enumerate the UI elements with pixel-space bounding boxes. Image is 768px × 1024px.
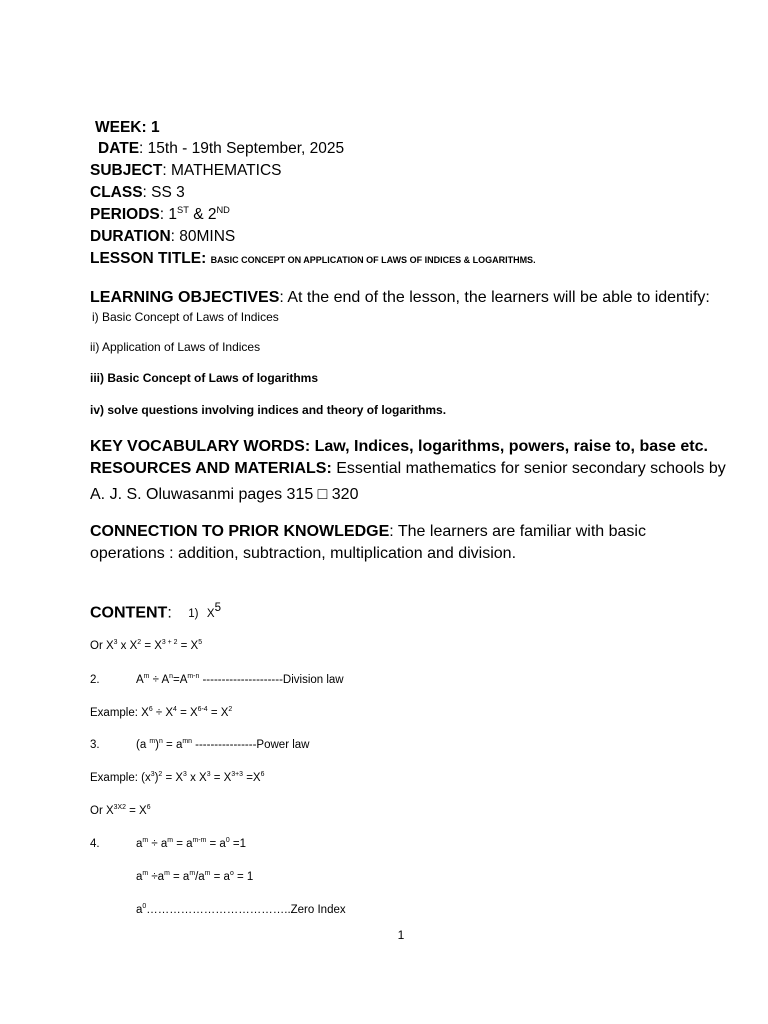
- eq-sup: 6: [260, 771, 265, 779]
- eq-text: Or X: [90, 640, 114, 652]
- periods-label: PERIODS: [90, 206, 160, 223]
- date-value: : 15th - 19th September, 2025: [139, 140, 345, 157]
- content-heading: [90, 600, 221, 624]
- lesson-title-value: BASIC CONCEPT ON APPLICATION OF LAWS OF INDICES & LOGARITHMS.: [210, 255, 536, 265]
- eq-sup: 5: [198, 639, 203, 647]
- resources-line: [90, 458, 726, 480]
- duration-value: : 80MINS: [170, 228, 236, 245]
- objectives-intro: : At the end of the lesson, the learners will be able to identify:: [279, 289, 710, 306]
- eq-text: = a: [162, 739, 183, 751]
- content-item1-num: 1): [188, 608, 199, 621]
- eq-sup: 2: [158, 771, 163, 779]
- eq-text: = X: [125, 805, 147, 817]
- periods-value: : 1: [159, 206, 177, 223]
- equation-or-3: [90, 803, 151, 819]
- resources-line1: Essential mathematics for senior secondary schools by: [331, 460, 726, 477]
- eq-text: Example: (x: [90, 772, 151, 784]
- content-item1-base: X: [206, 608, 215, 621]
- class-label: CLASS: [90, 184, 143, 201]
- eq-text: ): [154, 772, 159, 784]
- periods-mid: & 2: [188, 206, 217, 223]
- eq-sup: 6-4: [197, 706, 208, 714]
- eq-text: ÷ a: [148, 838, 168, 850]
- eq-text: A: [136, 674, 144, 686]
- eq-text: = 1: [233, 871, 254, 883]
- duration-line: [90, 227, 235, 247]
- law-number: 3.: [90, 739, 100, 751]
- eq-sup: 0: [225, 837, 230, 845]
- law-4-line-c: [136, 902, 346, 918]
- eq-text: ………………………………..Zero Index: [146, 904, 346, 916]
- objective-item: iv) solve questions involving indices and theory of logarithms.: [90, 403, 447, 417]
- objective-item: ii) Application of Laws of Indices: [90, 340, 261, 354]
- prior-knowledge-label: CONNECTION TO PRIOR KNOWLEDGE: [90, 523, 390, 540]
- content-colon: :: [167, 604, 172, 622]
- periods-line: [90, 205, 230, 225]
- page-number: 1: [397, 928, 405, 942]
- lesson-title-line: [90, 249, 536, 270]
- law-2-division: [90, 672, 344, 688]
- eq-text: ---------------------Division law: [199, 674, 344, 686]
- duration-label: DURATION: [90, 228, 171, 245]
- eq-sup: m: [149, 738, 156, 746]
- eq-sup: 0: [142, 903, 147, 911]
- eq-sup: 3: [206, 771, 211, 779]
- eq-sup: 3: [150, 771, 155, 779]
- content-item1-sup: 5: [214, 602, 221, 614]
- eq-text: =1: [229, 838, 246, 850]
- eq-text: ÷a: [148, 871, 165, 883]
- law-number: 4.: [90, 838, 100, 850]
- objectives-label: LEARNING OBJECTIVES: [90, 289, 280, 306]
- eq-sup: 4: [173, 706, 177, 714]
- eq-sup: m: [204, 870, 211, 878]
- eq-sup: m: [167, 837, 174, 845]
- eq-text: a: [136, 904, 143, 916]
- eq-text: = X: [176, 707, 198, 719]
- week-label: WEEK: 1: [95, 119, 160, 136]
- eq-sup: 3X2: [113, 804, 126, 812]
- eq-text: a: [136, 871, 143, 883]
- eq-text: ----------------Power law: [191, 739, 310, 751]
- resources-line2: A. J. S. Oluwasanmi pages 315 □ 320: [90, 486, 359, 503]
- content-label: CONTENT: [90, 604, 168, 622]
- eq-sup: 3+3: [231, 771, 244, 779]
- eq-text: ÷ X: [152, 707, 174, 719]
- prior-line1: : The learners are familiar with basic: [389, 523, 646, 540]
- eq-text: = a: [173, 838, 193, 850]
- eq-sup: mn: [182, 738, 192, 746]
- eq-sup: m-n: [187, 673, 200, 681]
- class-value: : SS 3: [142, 184, 185, 201]
- eq-sup: m: [189, 870, 196, 878]
- objective-item: i) Basic Concept of Laws of Indices: [92, 310, 279, 324]
- eq-sup: 6: [148, 706, 153, 714]
- prior-line2: operations : addition, subtraction, multiplication and division.: [90, 545, 517, 562]
- eq-text: a: [136, 838, 143, 850]
- eq-sup: 2: [137, 639, 142, 647]
- subject-label: SUBJECT: [90, 162, 163, 179]
- eq-text: = a: [210, 871, 230, 883]
- vocabulary-line: KEY VOCABULARY WORDS: Law, Indices, logarithms, powers, raise to, base etc.: [90, 438, 708, 455]
- law-4-zero-index: [90, 836, 246, 852]
- example-3: [90, 770, 264, 786]
- periods-sup-2: ND: [216, 204, 230, 215]
- eq-text: Or X: [90, 805, 114, 817]
- law-number: 2.: [90, 674, 100, 686]
- eq-sup: m: [142, 837, 149, 845]
- prior-knowledge-line: [90, 521, 646, 543]
- class-line: [90, 183, 185, 203]
- objectives-heading: [90, 287, 710, 309]
- eq-sup: 3: [183, 771, 187, 779]
- eq-sup: n: [169, 673, 174, 681]
- eq-text: (a: [136, 739, 150, 751]
- eq-text: =X: [243, 772, 261, 784]
- eq-text: x X: [117, 640, 138, 652]
- eq-text: = X: [141, 640, 162, 652]
- eq-text: = a: [169, 871, 190, 883]
- eq-text: = X: [177, 640, 199, 652]
- eq-sup: o: [229, 870, 234, 878]
- example-2: [90, 705, 232, 721]
- objective-item: iii) Basic Concept of Laws of logarithms: [90, 371, 319, 385]
- resources-label: RESOURCES AND MATERIALS:: [90, 460, 332, 477]
- law-4-line-b: [136, 869, 253, 885]
- eq-text: Example: X: [90, 707, 149, 719]
- eq-sup: m-m: [192, 837, 207, 845]
- date-label: DATE: [98, 140, 140, 157]
- eq-text: ÷ A: [149, 674, 170, 686]
- eq-text: = X: [207, 707, 229, 719]
- date-line: [98, 139, 344, 159]
- eq-text: = X: [210, 772, 232, 784]
- equation-or-1: [90, 638, 202, 654]
- eq-text: =A: [173, 674, 188, 686]
- eq-sup: m: [164, 870, 170, 878]
- eq-sup: 2: [228, 706, 233, 714]
- eq-text: x X: [186, 772, 207, 784]
- eq-text: /a: [195, 871, 205, 883]
- subject-value: : MATHEMATICS: [162, 162, 282, 179]
- eq-sup: n: [159, 738, 163, 746]
- eq-sup: m: [143, 673, 150, 681]
- periods-sup-1: ST: [177, 204, 189, 215]
- eq-text: ): [155, 739, 160, 751]
- eq-sup: 3: [113, 639, 118, 647]
- eq-sup: 3 + 2: [161, 639, 178, 647]
- eq-sup: 6: [146, 804, 151, 812]
- eq-text: = a: [206, 838, 226, 850]
- subject-line: [90, 161, 281, 181]
- eq-text: = X: [162, 772, 184, 784]
- lesson-title-label: LESSON TITLE:: [90, 250, 211, 267]
- eq-sup: m: [142, 870, 149, 878]
- law-3-power: [90, 737, 309, 753]
